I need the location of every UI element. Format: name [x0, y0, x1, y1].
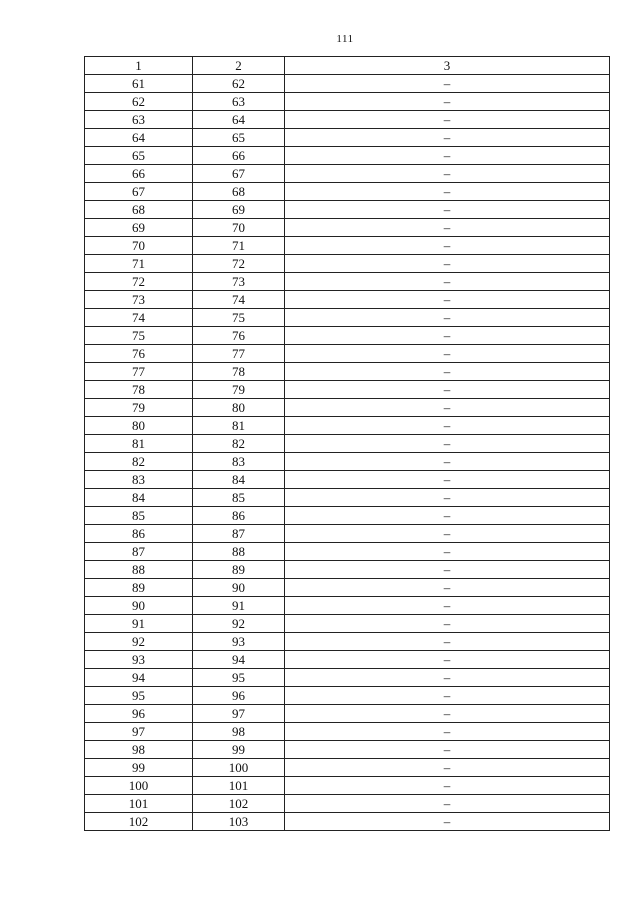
table-cell-col-2: 71 [193, 237, 285, 255]
table-row [85, 759, 610, 777]
table-cell-col-1: 96 [85, 705, 193, 723]
table-cell-col-1: 70 [85, 237, 193, 255]
table-cell-col-3: – [285, 561, 610, 579]
table-cell-col-1: 77 [85, 363, 193, 381]
table-cell-col-2: 64 [193, 111, 285, 129]
table-cell-col-1: 72 [85, 273, 193, 291]
table-cell-col-3: – [285, 183, 610, 201]
table-row [85, 129, 610, 147]
table-cell-col-2: 67 [193, 165, 285, 183]
table-cell-col-3: – [285, 291, 610, 309]
table-cell-col-2: 91 [193, 597, 285, 615]
table-cell-col-2: 87 [193, 525, 285, 543]
table-row [85, 669, 610, 687]
table-cell-col-1: 86 [85, 525, 193, 543]
table-cell-col-3: – [285, 687, 610, 705]
table-cell-col-2: 98 [193, 723, 285, 741]
table-cell-col-2: 68 [193, 183, 285, 201]
table-cell-col-1: 90 [85, 597, 193, 615]
table-row [85, 363, 610, 381]
table-cell-col-3: – [285, 201, 610, 219]
table-cell-col-3: – [285, 363, 610, 381]
table-row [85, 183, 610, 201]
table-row [85, 687, 610, 705]
table-cell-col-1: 102 [85, 813, 193, 831]
table-cell-col-1: 88 [85, 561, 193, 579]
table-body [85, 75, 610, 831]
table-cell-col-2: 72 [193, 255, 285, 273]
table-cell-col-2: 86 [193, 507, 285, 525]
table-cell-col-3: – [285, 453, 610, 471]
table-cell-col-2: 66 [193, 147, 285, 165]
table-cell-col-1: 76 [85, 345, 193, 363]
table-cell-col-2: 101 [193, 777, 285, 795]
table-row [85, 471, 610, 489]
table-cell-col-2: 84 [193, 471, 285, 489]
table-cell-col-3: – [285, 633, 610, 651]
table-row [85, 345, 610, 363]
table-cell-col-1: 69 [85, 219, 193, 237]
table-cell-col-2: 99 [193, 741, 285, 759]
table-cell-col-1: 87 [85, 543, 193, 561]
table-row [85, 741, 610, 759]
table-header-row [85, 57, 610, 75]
table-cell-col-2: 93 [193, 633, 285, 651]
table-cell-col-2: 95 [193, 669, 285, 687]
table-cell-col-3: – [285, 147, 610, 165]
table-cell-col-2: 89 [193, 561, 285, 579]
table-cell-col-2: 77 [193, 345, 285, 363]
table-cell-col-1: 100 [85, 777, 193, 795]
table-cell-col-3: – [285, 399, 610, 417]
table-cell-col-3: – [285, 777, 610, 795]
table-cell-col-3: – [285, 759, 610, 777]
table-cell-col-3: – [285, 741, 610, 759]
table-row [85, 525, 610, 543]
table-row [85, 309, 610, 327]
table-cell-col-3: – [285, 381, 610, 399]
table-row [85, 93, 610, 111]
table-cell-col-3: – [285, 813, 610, 831]
table-cell-col-3: – [285, 111, 610, 129]
table-row [85, 147, 610, 165]
table-cell-col-1: 79 [85, 399, 193, 417]
table-cell-col-2: 73 [193, 273, 285, 291]
table-row [85, 561, 610, 579]
table-cell-col-1: 68 [85, 201, 193, 219]
table-row [85, 381, 610, 399]
table-row [85, 327, 610, 345]
table-cell-col-1: 78 [85, 381, 193, 399]
table-cell-col-3: – [285, 723, 610, 741]
table-row [85, 273, 610, 291]
table-row [85, 417, 610, 435]
table-cell-col-2: 103 [193, 813, 285, 831]
table-cell-col-3: – [285, 471, 610, 489]
table-cell-col-3: – [285, 579, 610, 597]
table-cell-col-3: – [285, 327, 610, 345]
table-cell-col-2: 85 [193, 489, 285, 507]
table-cell-col-2: 82 [193, 435, 285, 453]
table-cell-col-1: 101 [85, 795, 193, 813]
table-cell-col-2: 102 [193, 795, 285, 813]
table-cell-col-3: – [285, 237, 610, 255]
table-cell-col-2: 79 [193, 381, 285, 399]
table-cell-col-1: 98 [85, 741, 193, 759]
table-cell-col-2: 70 [193, 219, 285, 237]
table-cell-col-2: 83 [193, 453, 285, 471]
column-header-3: 3 [285, 57, 610, 75]
table-cell-col-1: 63 [85, 111, 193, 129]
table-row [85, 813, 610, 831]
table-cell-col-3: – [285, 651, 610, 669]
table-row [85, 651, 610, 669]
table-cell-col-3: – [285, 489, 610, 507]
column-header-1: 1 [85, 57, 193, 75]
table-row [85, 165, 610, 183]
column-header-2: 2 [193, 57, 285, 75]
table-row [85, 705, 610, 723]
table-cell-col-1: 66 [85, 165, 193, 183]
page-number: 111 [336, 33, 354, 45]
table-cell-col-1: 92 [85, 633, 193, 651]
table-cell-col-1: 94 [85, 669, 193, 687]
table-row [85, 543, 610, 561]
table-cell-col-1: 84 [85, 489, 193, 507]
table-row [85, 633, 610, 651]
table-cell-col-2: 75 [193, 309, 285, 327]
table-row [85, 795, 610, 813]
table-cell-col-2: 78 [193, 363, 285, 381]
table-row [85, 507, 610, 525]
table-cell-col-3: – [285, 165, 610, 183]
table-cell-col-1: 83 [85, 471, 193, 489]
table-cell-col-3: – [285, 795, 610, 813]
table-cell-col-3: – [285, 345, 610, 363]
table-cell-col-1: 80 [85, 417, 193, 435]
table-row [85, 291, 610, 309]
table-cell-col-3: – [285, 435, 610, 453]
table-row [85, 777, 610, 795]
table-row [85, 75, 610, 93]
table-row [85, 597, 610, 615]
table-cell-col-3: – [285, 219, 610, 237]
table-cell-col-1: 93 [85, 651, 193, 669]
table-cell-col-2: 92 [193, 615, 285, 633]
table-cell-col-3: – [285, 543, 610, 561]
table-row [85, 219, 610, 237]
table-row [85, 111, 610, 129]
table-cell-col-3: – [285, 597, 610, 615]
table-cell-col-1: 65 [85, 147, 193, 165]
table-row [85, 489, 610, 507]
table-row [85, 435, 610, 453]
table-cell-col-2: 96 [193, 687, 285, 705]
table-cell-col-1: 91 [85, 615, 193, 633]
table-row [85, 237, 610, 255]
table-cell-col-1: 81 [85, 435, 193, 453]
table-cell-col-1: 73 [85, 291, 193, 309]
table-cell-col-1: 75 [85, 327, 193, 345]
table-cell-col-3: – [285, 255, 610, 273]
table-cell-col-1: 64 [85, 129, 193, 147]
table-cell-col-2: 88 [193, 543, 285, 561]
table-row [85, 255, 610, 273]
table-cell-col-3: – [285, 669, 610, 687]
table-cell-col-2: 81 [193, 417, 285, 435]
table-cell-col-2: 65 [193, 129, 285, 147]
table-cell-col-1: 67 [85, 183, 193, 201]
table-cell-col-1: 95 [85, 687, 193, 705]
table-cell-col-2: 90 [193, 579, 285, 597]
table-cell-col-3: – [285, 705, 610, 723]
table-cell-col-2: 76 [193, 327, 285, 345]
table-row [85, 615, 610, 633]
table-row [85, 201, 610, 219]
table-cell-col-3: – [285, 75, 610, 93]
table-cell-col-3: – [285, 93, 610, 111]
data-table [84, 56, 610, 831]
table-cell-col-2: 100 [193, 759, 285, 777]
table-cell-col-3: – [285, 615, 610, 633]
table-cell-col-1: 71 [85, 255, 193, 273]
table-cell-col-2: 69 [193, 201, 285, 219]
table-cell-col-3: – [285, 507, 610, 525]
table-cell-col-2: 74 [193, 291, 285, 309]
table-cell-col-1: 62 [85, 93, 193, 111]
table-cell-col-1: 82 [85, 453, 193, 471]
table-row [85, 453, 610, 471]
table-row [85, 579, 610, 597]
table-cell-col-1: 74 [85, 309, 193, 327]
table-cell-col-1: 61 [85, 75, 193, 93]
table-cell-col-2: 80 [193, 399, 285, 417]
table-cell-col-3: – [285, 309, 610, 327]
table-cell-col-3: – [285, 129, 610, 147]
table-cell-col-2: 97 [193, 705, 285, 723]
table-cell-col-1: 97 [85, 723, 193, 741]
table-cell-col-1: 99 [85, 759, 193, 777]
table-cell-col-1: 85 [85, 507, 193, 525]
table-cell-col-1: 89 [85, 579, 193, 597]
table-cell-col-3: – [285, 273, 610, 291]
table-cell-col-3: – [285, 417, 610, 435]
table-cell-col-2: 62 [193, 75, 285, 93]
table-row [85, 399, 610, 417]
table-cell-col-3: – [285, 525, 610, 543]
table-cell-col-2: 63 [193, 93, 285, 111]
table-row [85, 723, 610, 741]
table-cell-col-2: 94 [193, 651, 285, 669]
